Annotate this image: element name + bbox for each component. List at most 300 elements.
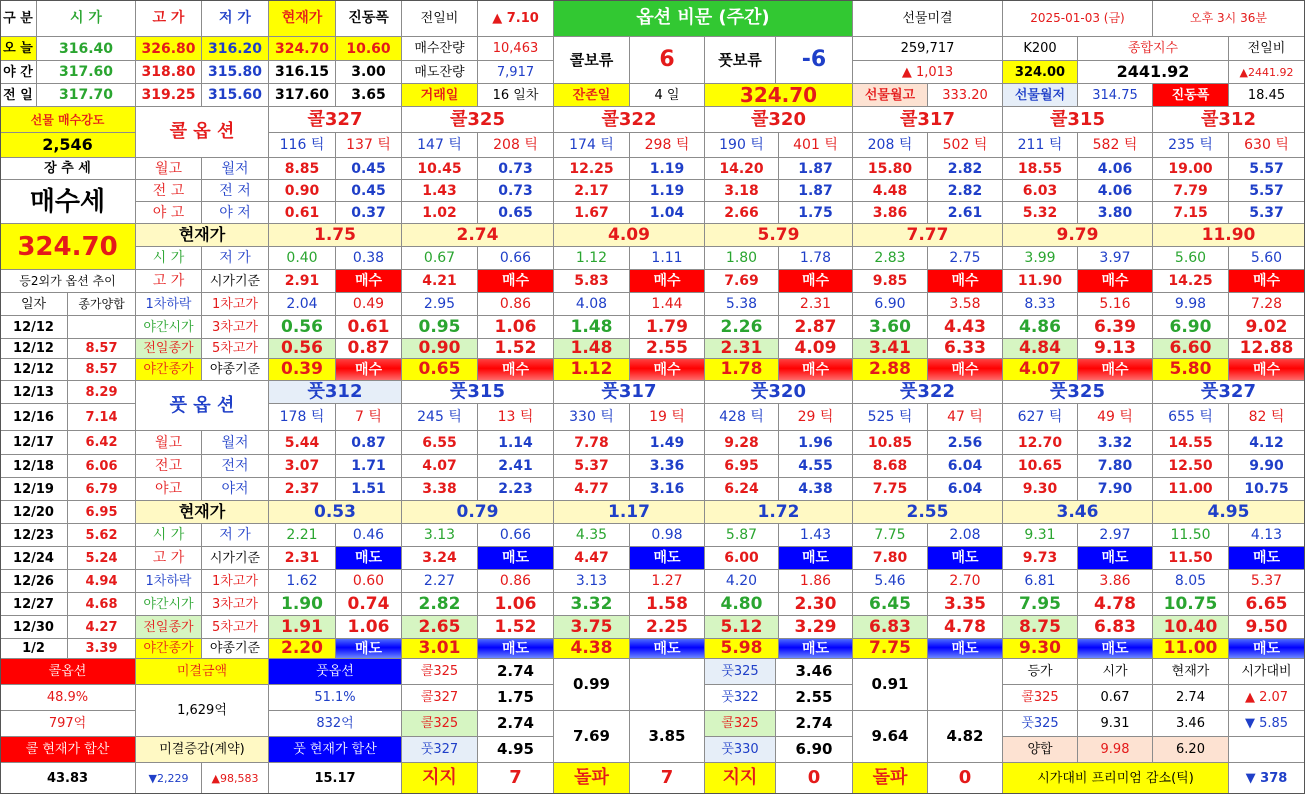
hist-date: 12/12 [0,316,68,339]
label-high3: 3차고가 [202,316,269,339]
ratio-price: 324.70 [705,84,853,107]
label-open: 시 가 [136,524,202,547]
night-close-value: 4.07 [1003,359,1078,381]
put-hold-value: -6 [776,37,853,84]
k200-label: K200 [1003,37,1078,61]
night-close-value: 0.39 [269,359,336,381]
prev-high: 1.43 [402,180,478,202]
tick-b: 502 틱 [928,133,1003,158]
night-close-value: 2.20 [269,639,336,659]
prev-low: 2.41 [478,455,554,478]
summary-cell: 6.20 [1153,737,1229,763]
month-low: 1.96 [779,431,853,455]
futures-oi: 259,717 [853,37,1003,61]
label-prev-low: 전 저 [202,180,269,202]
hist-date: 12/16 [0,404,68,431]
night-low: 0.37 [336,202,402,224]
spread2-b-name: 풋327 [402,737,478,763]
night-high: 4.77 [554,478,630,501]
current-price: 0.53 [269,501,402,524]
strength-label: 선물 매수강도 [0,107,136,133]
low-price: 2.97 [1078,524,1153,547]
month-high: 14.55 [1153,431,1229,455]
hist-value: 6.06 [68,455,136,478]
put-section-label: 풋 옵 션 [136,381,269,431]
prev-close-value: 10.40 [1153,616,1229,639]
row-label-prev: 전 일 [0,84,37,107]
put-strike-name[interactable]: 풋325 [1003,381,1153,404]
low-price: 4.13 [1229,524,1305,547]
signal-badge: 매수 [478,270,554,293]
put-strike-name[interactable]: 풋327 [1153,381,1305,404]
prev-high: 6.03 [1003,180,1078,202]
row-current-prev: 317.60 [269,84,336,107]
month-high: 12.25 [554,158,630,180]
high-price: 4.47 [554,547,630,570]
label-current: 현재가 [136,224,269,247]
prev-close-value: 1.91 [269,616,336,639]
prev-low: 6.04 [928,455,1003,478]
night-open-value: 2.82 [402,593,478,616]
night-close-value: 5.80 [1153,359,1229,381]
call-strike-name[interactable]: 콜325 [402,107,554,133]
row-current-today: 324.70 [269,37,336,61]
label-prev-low: 전저 [202,455,269,478]
put-strike-name[interactable]: 풋315 [402,381,554,404]
hist-date: 12/27 [0,593,68,616]
header-high: 고 가 [136,0,202,37]
high1-value: 1.44 [630,293,705,316]
break2-value: 0 [928,763,1003,794]
summary-header: 등가 [1003,659,1078,685]
month-low: 0.87 [336,431,402,455]
hist-value: 3.39 [68,639,136,659]
high1-value: 0.60 [336,570,402,593]
current-price: 4.09 [554,224,705,247]
signal-bar: 매도 [1229,639,1305,659]
low-price: 0.98 [630,524,705,547]
hist-value: 5.24 [68,547,136,570]
kospi-prev-value: ▲2441.92 [1229,61,1305,84]
call-strike-name[interactable]: 콜322 [554,107,705,133]
high3-value: 3.35 [928,593,1003,616]
prev-low: 1.71 [336,455,402,478]
remaining-value: 4 일 [630,84,705,107]
low-price: 2.08 [928,524,1003,547]
high3-value: 2.30 [779,593,853,616]
oi-dn: ▼2,229 [136,763,202,794]
night-open-value: 3.32 [554,593,630,616]
prev-low: 3.36 [630,455,705,478]
night-low: 2.61 [928,202,1003,224]
spread4-v2: 4.82 [928,711,1003,763]
tick-a: 116 틱 [269,133,336,158]
drop1-value: 2.27 [402,570,478,593]
label-drop1: 1차하락 [136,293,202,316]
label-night-open: 야간시가 [136,593,202,616]
tick-a: 627 틱 [1003,404,1078,431]
spread3-empty [928,659,1003,711]
high3-value: 0.74 [336,593,402,616]
month-low: 4.06 [1078,158,1153,180]
label-month-high: 월고 [136,158,202,180]
label-night-low: 야저 [202,478,269,501]
row-current-night: 316.15 [269,61,336,84]
signal-bar: 매도 [779,639,853,659]
spread3-a-name: 풋325 [705,659,776,685]
hist-value: 6.95 [68,501,136,524]
prev-close-value: 5.12 [705,616,779,639]
put-amt: 832억 [269,711,402,737]
high-price: 9.85 [853,270,928,293]
futures-oi-change: ▲ 1,013 [853,61,1003,84]
spread-a-val: 2.74 [478,659,554,685]
label-night-close: 야간종가 [136,359,202,381]
put-strike-name[interactable]: 풋317 [554,381,705,404]
high1-value: 1.86 [779,570,853,593]
hist-date: 12/12 [0,339,68,359]
row-range-prev: 3.65 [336,84,402,107]
row-open-night: 317.60 [37,61,136,84]
night-open-value: 1.48 [554,316,630,339]
row-open-today: 316.40 [37,37,136,61]
summary-header: 시가대비 [1229,659,1305,685]
prev-high: 3.18 [705,180,779,202]
row-label-night: 야 간 [0,61,37,84]
high1-value: 2.70 [928,570,1003,593]
high3-value: 1.58 [630,593,705,616]
hist-date: 12/26 [0,570,68,593]
prev-low: 1.87 [779,180,853,202]
prev-high: 4.07 [402,455,478,478]
row-range-night: 3.00 [336,61,402,84]
high-price: 2.91 [269,270,336,293]
header-range: 진동폭 [336,0,402,37]
month-high: 12.70 [1003,431,1078,455]
drop1-value: 2.04 [269,293,336,316]
high3-value: 1.79 [630,316,705,339]
call-strike-name[interactable]: 콜315 [1003,107,1153,133]
hist-value: 6.42 [68,431,136,455]
tick-b: 298 틱 [630,133,705,158]
month-high: 8.85 [269,158,336,180]
tick-a: 235 틱 [1153,133,1229,158]
prev-low: 2.82 [928,180,1003,202]
night-open-value: 4.80 [705,593,779,616]
spread4-a-val: 2.74 [776,711,853,737]
oi-change-label: 미결증감(계약) [136,737,269,763]
date-display: 2025-01-03 (금) [1003,0,1153,37]
hist-date: 1/2 [0,639,68,659]
high-price: 7.69 [705,270,779,293]
prev-low: 9.90 [1229,455,1305,478]
signal-badge: 매도 [1078,547,1153,570]
night-low: 4.38 [779,478,853,501]
high3-value: 4.43 [928,316,1003,339]
drop1-value: 2.95 [402,293,478,316]
support2-label: 지지 [705,763,776,794]
signal-badge: 매수 [1078,270,1153,293]
tick-a: 190 틱 [705,133,779,158]
label-low: 저 가 [202,524,269,547]
current-price: 3.46 [1003,501,1153,524]
current-price: 1.75 [269,224,402,247]
high-price: 11.50 [1153,547,1229,570]
hist-date: 12/20 [0,501,68,524]
futures-month-high: 333.20 [928,84,1003,107]
night-low: 0.65 [478,202,554,224]
hist-value: 5.62 [68,524,136,547]
put-strike-name[interactable]: 풋320 [705,381,853,404]
low-price: 0.46 [336,524,402,547]
hist-value: 7.14 [68,404,136,431]
oi-up: ▲98,583 [202,763,269,794]
tick-b: 137 틱 [336,133,402,158]
spread4-a-name: 콜325 [705,711,776,737]
label-month-low: 월저 [202,431,269,455]
signal-bar: 매도 [336,639,402,659]
prev-high: 4.48 [853,180,928,202]
call-strike-name[interactable]: 콜317 [853,107,1003,133]
banner-title: 옵션 비문 (주간) [554,0,853,37]
month-high: 15.80 [853,158,928,180]
call-amt: 797억 [0,711,136,737]
label-prev-high: 전 고 [136,180,202,202]
high3-value: 1.06 [478,593,554,616]
night-close-value: 5.98 [705,639,779,659]
kospi-value: 2441.92 [1078,61,1229,84]
high3-value: 9.02 [1229,316,1305,339]
month-high: 5.44 [269,431,336,455]
month-high: 9.28 [705,431,779,455]
trading-day-value: 16 일차 [478,84,554,107]
put-pct: 51.1% [269,685,402,711]
ask-value: 7,917 [478,61,554,84]
label-open-basis: 시가기준 [202,547,269,570]
drop1-value: 5.46 [853,570,928,593]
call-strike-name[interactable]: 콜312 [1153,107,1305,133]
night-open-value: 6.45 [853,593,928,616]
label-drop1: 1차하락 [136,570,202,593]
signal-bar: 매수 [1229,359,1305,381]
spread-a-name: 콜325 [402,659,478,685]
tick-b: 49 틱 [1078,404,1153,431]
ask-label: 매도잔량 [402,61,478,84]
spread4-v1: 9.64 [853,711,928,763]
high5-value: 6.83 [1078,616,1153,639]
put-strike-name[interactable]: 풋322 [853,381,1003,404]
put-sum: 15.17 [269,763,402,794]
hist-value: 6.79 [68,478,136,501]
night-high: 9.30 [1003,478,1078,501]
high3-value: 0.61 [336,316,402,339]
prev-high: 7.79 [1153,180,1229,202]
night-close-value: 7.75 [853,639,928,659]
night-close-value: 11.00 [1153,639,1229,659]
prev-low: 0.73 [478,180,554,202]
night-open-value: 3.60 [853,316,928,339]
tick-b: 19 틱 [630,404,705,431]
signal-bar: 매도 [630,639,705,659]
high5-value: 1.06 [336,616,402,639]
put-sum-label: 풋 현재가 합산 [269,737,402,763]
drop1-value: 4.08 [554,293,630,316]
night-open-value: 0.56 [269,316,336,339]
open-price: 1.80 [705,247,779,270]
month-high: 7.78 [554,431,630,455]
row-open-prev: 317.70 [37,84,136,107]
row-range-today: 10.60 [336,37,402,61]
tick-a: 147 틱 [402,133,478,158]
high1-value: 7.28 [1229,293,1305,316]
high5-value: 6.33 [928,339,1003,359]
night-low: 3.16 [630,478,705,501]
prev-close-value: 3.75 [554,616,630,639]
label-month-high: 월고 [136,431,202,455]
label-current: 현재가 [136,501,269,524]
month-low: 0.73 [478,158,554,180]
spread-b-val: 1.75 [478,685,554,711]
open-price: 4.35 [554,524,630,547]
support-label: 지지 [402,763,478,794]
prev-close-value: 2.65 [402,616,478,639]
futures-range: 18.45 [1229,84,1305,107]
high-price: 14.25 [1153,270,1229,293]
low-price: 0.66 [478,247,554,270]
high1-value: 5.16 [1078,293,1153,316]
futures-month-low: 314.75 [1078,84,1153,107]
night-low: 1.04 [630,202,705,224]
call-hold-value: 6 [630,37,705,84]
tick-a: 428 틱 [705,404,779,431]
drop1-value: 6.90 [853,293,928,316]
spread2-a-val: 2.74 [478,711,554,737]
tick-b: 630 틱 [1229,133,1305,158]
prev-close-value: 4.84 [1003,339,1078,359]
total-oi: 1,629억 [136,685,269,737]
hist-date: 12/18 [0,455,68,478]
futures-oi-label: 선물미결 [853,0,1003,37]
tick-b: 7 틱 [336,404,402,431]
summary-cell: 양합 [1003,737,1078,763]
summary-cell: ▼ 5.85 [1229,711,1305,737]
row-high-prev: 319.25 [136,84,202,107]
label-high: 고 가 [136,270,202,293]
night-high: 3.38 [402,478,478,501]
drop1-value: 4.20 [705,570,779,593]
night-low: 3.80 [1078,202,1153,224]
month-low: 0.45 [336,158,402,180]
month-high: 10.85 [853,431,928,455]
futures-month-low-label: 선물월저 [1003,84,1078,107]
month-high: 14.20 [705,158,779,180]
spread3-a-val: 3.46 [776,659,853,685]
label-prev-close: 전일종가 [136,339,202,359]
open-price: 3.13 [402,524,478,547]
label-high1: 1차고가 [202,570,269,593]
open-price: 0.67 [402,247,478,270]
night-open-value: 0.95 [402,316,478,339]
call-strike-name[interactable]: 콜320 [705,107,853,133]
signal-badge: 매도 [336,547,402,570]
signal-bar: 매수 [630,359,705,381]
current-price: 2.74 [402,224,554,247]
night-high: 7.75 [853,478,928,501]
spread4-b-val: 6.90 [776,737,853,763]
tick-a: 208 틱 [853,133,928,158]
big-price: 324.70 [0,224,136,270]
tick-b: 82 틱 [1229,404,1305,431]
high-price: 9.73 [1003,547,1078,570]
label-prev-close: 전일종가 [136,616,202,639]
summary-header: 현재가 [1153,659,1229,685]
night-low: 7.90 [1078,478,1153,501]
high-price: 2.31 [269,547,336,570]
trend-value: 매수세 [0,180,136,224]
summary-header: 시가 [1078,659,1153,685]
spread2-v2: 3.85 [630,711,705,763]
drop1-value: 3.13 [554,570,630,593]
spread3-mid: 0.91 [853,659,928,711]
tick-a: 178 틱 [269,404,336,431]
low-price: 1.11 [630,247,705,270]
month-low: 2.56 [928,431,1003,455]
hist-date: 12/24 [0,547,68,570]
strength-value: 2,546 [0,133,136,158]
put-strike-name[interactable]: 풋312 [269,381,402,404]
prev-high: 2.17 [554,180,630,202]
put-hold-label: 풋보류 [705,37,776,84]
night-high: 7.15 [1153,202,1229,224]
break-label: 돌파 [554,763,630,794]
signal-badge: 매도 [1229,547,1305,570]
high-price: 11.90 [1003,270,1078,293]
high5-value: 2.25 [630,616,705,639]
hist-value: 4.68 [68,593,136,616]
label-open: 시 가 [136,247,202,270]
support-value: 7 [478,763,554,794]
signal-bar: 매도 [928,639,1003,659]
low-price: 0.38 [336,247,402,270]
night-high: 11.00 [1153,478,1229,501]
night-low: 10.75 [1229,478,1305,501]
premium-label: 시가대비 프리미엄 감소(틱) [1003,763,1229,794]
high-price: 5.83 [554,270,630,293]
hist-date: 12/23 [0,524,68,547]
spread3-b-val: 2.55 [776,685,853,711]
night-close-value: 3.01 [402,639,478,659]
open-price: 11.50 [1153,524,1229,547]
call-strike-name[interactable]: 콜327 [269,107,402,133]
prev-high: 5.37 [554,455,630,478]
signal-badge: 매도 [928,547,1003,570]
prev-low: 7.80 [1078,455,1153,478]
signal-badge: 매수 [1229,270,1305,293]
summary-cell: 풋325 [1003,711,1078,737]
night-open-value: 4.86 [1003,316,1078,339]
label-high5: 5차고가 [202,616,269,639]
signal-bar: 매수 [928,359,1003,381]
night-high: 2.66 [705,202,779,224]
tick-b: 208 틱 [478,133,554,158]
high-price: 3.24 [402,547,478,570]
tick-a: 330 틱 [554,404,630,431]
night-close-value: 1.12 [554,359,630,381]
spread-mid: 0.99 [554,659,630,711]
drop1-value: 1.62 [269,570,336,593]
night-open-value: 1.90 [269,593,336,616]
summary-cell: 3.46 [1153,711,1229,737]
